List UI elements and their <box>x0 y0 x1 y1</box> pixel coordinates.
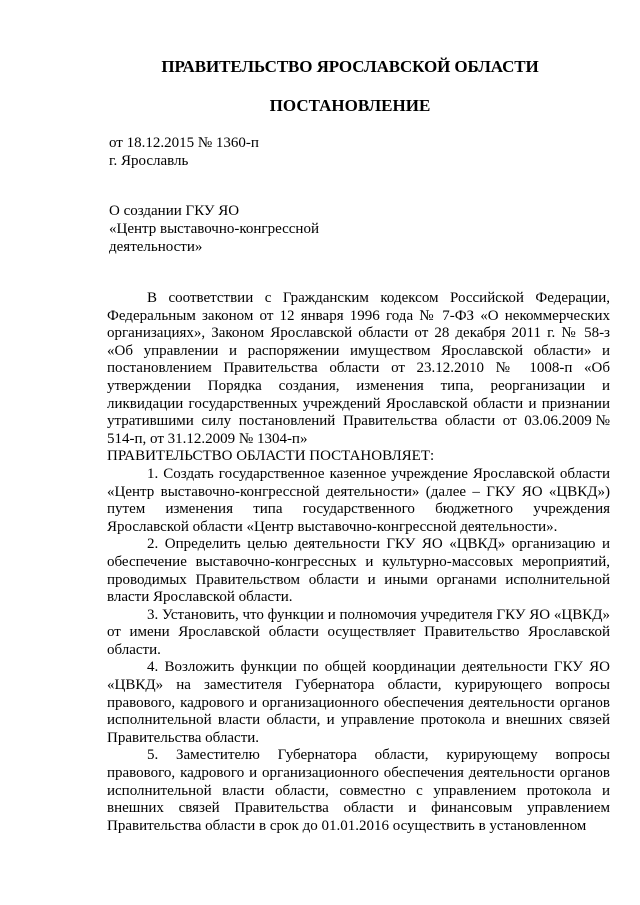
subject-line: деятельности» <box>109 239 203 255</box>
date-number: от 18.12.2015 № 1360-п <box>109 135 259 151</box>
city: г. Ярославль <box>109 153 189 169</box>
preamble-paragraph: В соответствии с Гражданским кодексом Российской Федерации, Федеральным законом от 12 января 1996 года № 7-ФЗ «О некоммерческих организациях», Законом Ярославской области от 28 декабря 2011 г. № 58-з «Об управлении и распоряжении имуществом Ярославской области» и постановлением Правительства области от 23.12.2010 № 1008-п «Об утверждении Порядка создания, изменения типа, реорганизации и ликвидации государственных учреждений Ярославской области и признании утратившими силу постановлений Правительства области от 03.06.2009№ 514-п, от 31.12.2009 № 1304-п» <box>107 290 610 447</box>
issuing-authority-title: ПРАВИТЕЛЬСТВО ЯРОСЛАВСКОЙ ОБЛАСТИ <box>161 57 539 76</box>
item-paragraph: 1. Создать государственное казенное учреждение Ярославской области «Центр выставочно-конгрессной деятельности» (далее – ГКУ ЯО «ЦВКД») путем изменения типа государственного бюджетного учреждения Ярославской области «Центр выставочно-конгрессной деятельности». <box>107 465 610 535</box>
item-paragraph: 2. Определить целью деятельности ГКУ ЯО «ЦВКД» организацию и обеспечение выставочно-конгрессных и культурно-массовых мероприятий, проводимых Правительством области и иными органами исполнительной власти Ярославской области. <box>107 536 610 606</box>
resolves-line: ПРАВИТЕЛЬСТВО ОБЛАСТИ ПОСТАНОВЛЯЕТ: <box>107 448 435 465</box>
subject-line: О создании ГКУ ЯО <box>109 203 240 219</box>
item-paragraph: 5. Заместителю Губернатора области, курирующему вопросы правового, кадрового и организационного обеспечения деятельности органов исполнительной власти области, совместно с управлением протокола и внешних связей Правительства области и финансовым управлением Правительства области в срок до 01.01.2016 осуществить в установленном <box>107 747 610 834</box>
item-paragraph: 4. Возложить функции по общей координации деятельности ГКУ ЯО «ЦВКД» на заместителя Губернатора области, курирующего вопросы правового, кадрового и организационного обеспечения деятельности органов исполнительной власти области, и управление протокола и внешних связей Правительства области. <box>107 659 610 746</box>
item-paragraph: 3. Установить, что функции и полномочия учредителя ГКУ ЯО «ЦВКД» от имени Ярославской области осуществляет Правительство Ярославской области. <box>107 606 610 658</box>
document-body <box>107 290 610 835</box>
document-type-heading: ПОСТАНОВЛЕНИЕ <box>269 96 431 115</box>
subject-line: «Центр выставочно-конгрессной <box>109 221 319 237</box>
document-meta <box>109 134 259 170</box>
document-subject <box>109 202 369 256</box>
